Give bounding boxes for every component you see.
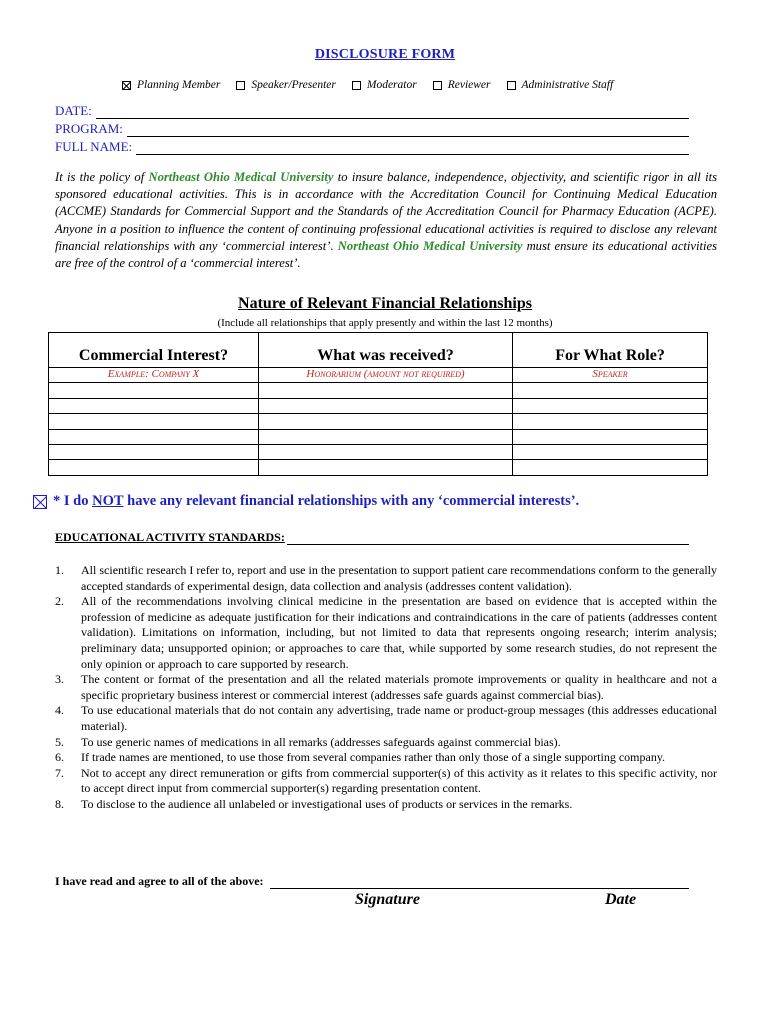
list-item-text: Not to accept any direct remuneration or gifts from commercial supporter(s) of this activity as it relates to this specific activity, nor to accept direct input from commercial supporter(s) regarding presentation content. bbox=[81, 765, 717, 796]
no-relationships-statement bbox=[33, 493, 579, 510]
header-commercial-interest: Commercial Interest? bbox=[49, 333, 259, 368]
university-name-1: Northeast Ohio Medical University bbox=[148, 170, 334, 184]
list-item-number: 2. bbox=[55, 594, 64, 609]
table-row bbox=[49, 460, 708, 475]
table-cell[interactable] bbox=[259, 383, 513, 398]
speaker-presenter-checkbox[interactable] bbox=[236, 81, 245, 90]
date-caption-label: Date bbox=[605, 891, 637, 908]
planning-member-label: Planning Member bbox=[137, 79, 221, 91]
table-row bbox=[49, 383, 708, 398]
program-field-row bbox=[55, 121, 689, 137]
relationships-table bbox=[48, 332, 708, 476]
role-checkbox-row bbox=[122, 79, 682, 91]
role-administrative-staff[interactable] bbox=[507, 79, 614, 91]
agreement-row bbox=[55, 874, 689, 889]
table-cell[interactable] bbox=[513, 429, 708, 444]
signature-label: Signature bbox=[355, 891, 420, 908]
list-item-text: To use educational materials that do not contain any advertising, trade name or product-group messages (this addresses educational material). bbox=[81, 703, 717, 733]
table-cell[interactable] bbox=[513, 414, 708, 429]
form-title: DISCLOSURE FORM bbox=[314, 47, 456, 62]
list-item bbox=[55, 594, 717, 672]
full-name-label: FULL NAME: bbox=[55, 139, 133, 154]
table-cell[interactable] bbox=[513, 398, 708, 413]
list-item-number: 8. bbox=[55, 796, 64, 811]
policy-text-2: to insure balance, independence, objectivity, and scientific rigor in all its sponsored educational activities. This is in accordance with the Accreditation Council for Continuing Medical Education (ACCME) Standards for Commercial Support and the Standards of the Accreditation Council for Pharmacy Education (ACPE). Anyone in a position to influence the content of continuing professional educational activities is required to disclose any relevant financial relationships with any ‘commercial interest’. bbox=[55, 170, 717, 253]
list-item bbox=[55, 766, 717, 797]
list-item-text: The content or format of the presentation and all the related materials promote improvements or quality in healthcare and not a specific proprietary business interest or commercial interest (addresses safe guards against commercial bias). bbox=[81, 672, 717, 702]
header-what-received: What was received? bbox=[259, 333, 513, 368]
example-role[interactable]: Speaker bbox=[513, 368, 708, 383]
standards-heading: EDUCATIONAL ACTIVITY STANDARDS: bbox=[55, 530, 285, 544]
reviewer-checkbox[interactable] bbox=[433, 81, 442, 90]
policy-text-1: It is the policy of bbox=[55, 170, 149, 184]
program-label: PROGRAM: bbox=[55, 121, 123, 136]
table-row bbox=[49, 414, 708, 429]
program-input-line[interactable] bbox=[127, 124, 689, 137]
relationships-title: Nature of Relevant Financial Relationships bbox=[238, 295, 532, 312]
role-moderator[interactable] bbox=[352, 79, 417, 91]
policy-paragraph bbox=[55, 169, 717, 272]
no-relationships-not: NOT bbox=[92, 493, 124, 509]
table-cell[interactable] bbox=[513, 444, 708, 459]
list-item bbox=[55, 672, 717, 703]
full-name-input-line[interactable] bbox=[136, 142, 689, 155]
policy-text-3: must ensure its educational activities are free of the control of a ‘commercial interest’. bbox=[55, 238, 717, 271]
table-cell[interactable] bbox=[259, 460, 513, 475]
reviewer-label: Reviewer bbox=[447, 79, 491, 91]
table-cell[interactable] bbox=[49, 383, 259, 398]
date-label: DATE: bbox=[55, 103, 92, 118]
standards-heading-row bbox=[55, 530, 689, 545]
list-item bbox=[55, 703, 717, 734]
table-cell[interactable] bbox=[49, 398, 259, 413]
table-cell[interactable] bbox=[49, 460, 259, 475]
list-item-number: 7. bbox=[55, 765, 64, 780]
university-name-2: Northeast Ohio Medical University bbox=[337, 238, 523, 253]
date-input-line[interactable] bbox=[96, 106, 689, 119]
table-cell[interactable] bbox=[513, 383, 708, 398]
agreement-label: I have read and agree to all of the above: bbox=[55, 874, 264, 888]
table-row bbox=[49, 444, 708, 459]
role-planning-member[interactable] bbox=[122, 79, 220, 91]
list-item-text: All scientific research I refer to, report and use in the presentation to support patient care recommendations conform to the generally accepted standards of experimental design, data collection and analysis (addresses content validation). bbox=[81, 563, 717, 593]
list-item-text: To use generic names of medications in all remarks (addresses safeguards against commercial bias). bbox=[81, 734, 561, 749]
relationships-subtitle: (Include all relationships that apply presently and within the last 12 months) bbox=[217, 317, 553, 329]
table-header-row bbox=[49, 333, 708, 368]
standards-list bbox=[55, 563, 717, 813]
full-name-field-row bbox=[55, 139, 689, 155]
table-row bbox=[49, 429, 708, 444]
table-row bbox=[49, 398, 708, 413]
table-cell[interactable] bbox=[49, 414, 259, 429]
table-cell[interactable] bbox=[49, 444, 259, 459]
moderator-label: Moderator bbox=[366, 79, 417, 91]
role-speaker-presenter[interactable] bbox=[236, 79, 336, 91]
list-item-text: All of the recommendations involving clinical medicine in the presentation are based on evidence that is accepted within the profession of medicine as adequate justification for their indications and contraindications in the care of patients (addresses content validation). Limitations on information, including, but not limited to data that represents ongoing research; interim analysis; preliminary data; unsupported opinion; or approaches to care that, while supported by some research studies, do not represent the only opinion or approach to care supported by research. bbox=[81, 594, 717, 671]
list-item bbox=[55, 735, 717, 751]
no-relationships-checkbox[interactable] bbox=[33, 495, 47, 509]
list-item bbox=[55, 750, 717, 766]
list-item-number: 6. bbox=[55, 750, 64, 765]
role-reviewer[interactable] bbox=[433, 79, 491, 91]
no-relationships-text-2: have any relevant financial relationships with any ‘commercial interests’. bbox=[123, 493, 580, 509]
speaker-presenter-label: Speaker/Presenter bbox=[251, 79, 336, 91]
signature-date-line[interactable] bbox=[270, 878, 689, 889]
standards-heading-rule bbox=[287, 534, 689, 545]
no-relationships-text-1: I do bbox=[60, 493, 93, 509]
moderator-checkbox[interactable] bbox=[352, 81, 361, 90]
table-cell[interactable] bbox=[259, 429, 513, 444]
example-what-received[interactable]: Honorarium (amount not required) bbox=[259, 368, 513, 383]
list-item-number: 4. bbox=[55, 703, 64, 718]
table-row-example bbox=[49, 368, 708, 383]
administrative-staff-checkbox[interactable] bbox=[507, 81, 516, 90]
table-cell[interactable] bbox=[513, 460, 708, 475]
date-field-row bbox=[55, 103, 689, 119]
list-item-text: To disclose to the audience all unlabeled or investigational uses of products or services in the remarks. bbox=[81, 796, 573, 811]
planning-member-checkbox[interactable] bbox=[122, 81, 131, 90]
list-item bbox=[55, 563, 717, 594]
header-for-what-role: For What Role? bbox=[513, 333, 708, 368]
table-cell[interactable] bbox=[49, 429, 259, 444]
list-item-number: 5. bbox=[55, 734, 64, 749]
list-item-number: 1. bbox=[55, 563, 64, 577]
table-cell[interactable] bbox=[259, 444, 513, 459]
administrative-staff-label: Administrative Staff bbox=[521, 79, 614, 91]
list-item-number: 3. bbox=[55, 672, 64, 687]
list-item-text: If trade names are mentioned, to use those from several companies rather than only those of a single supporting company. bbox=[81, 750, 666, 765]
table-cell[interactable] bbox=[259, 414, 513, 429]
table-cell[interactable] bbox=[259, 398, 513, 413]
no-relationships-star: * bbox=[53, 493, 61, 509]
example-commercial-interest[interactable]: Example: Company X bbox=[49, 368, 259, 383]
list-item bbox=[55, 797, 717, 813]
